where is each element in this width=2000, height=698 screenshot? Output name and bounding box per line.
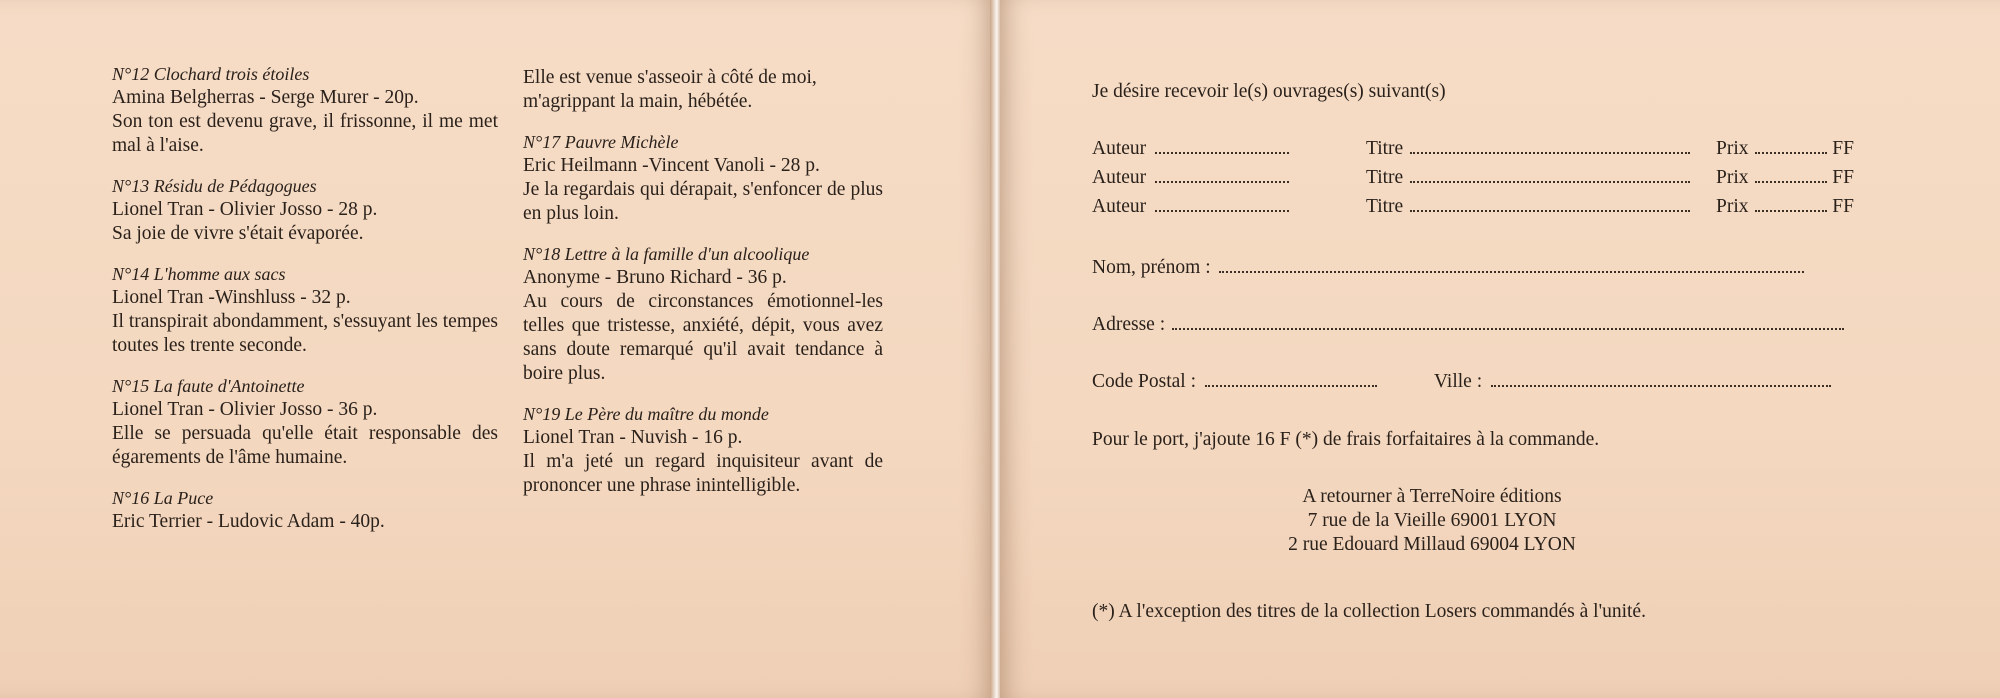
entry-blurb: Au cours de circonstances émotionnel-les telles que tristesse, anxiété, dépit, vous avez sans doute remarqué qu'il avait tendance à boire plus. [523,291,883,384]
entry-authors: Lionel Tran - Olivier Josso - 36 p. [112,399,378,420]
city-field[interactable] [1434,370,1831,394]
entry-title: N°16 La Puce [112,488,214,508]
city-label: Ville : [1434,371,1483,392]
title-blank[interactable] [1410,138,1690,154]
postal-field[interactable] [1092,370,1377,394]
author-blank[interactable] [1155,138,1289,154]
title-label: Titre [1366,196,1404,217]
postal-blank[interactable] [1205,371,1377,387]
name-blank[interactable] [1219,257,1804,273]
entry-authors: Lionel Tran -Winshluss - 32 p. [112,287,351,308]
entry-blurb: Je la regardais qui dérapait, s'enfoncer de plus en plus loin. [523,179,883,224]
return-line: 7 rue de la Vieille 69001 LYON [1307,510,1557,531]
name-label: Nom, prénom : [1092,257,1211,278]
entry-authors: Eric Heilmann -Vincent Vanoli - 28 p. [523,155,820,176]
left-page [0,0,992,698]
order-row[interactable] [1092,166,1289,190]
entry-title: N°14 L'homme aux sacs [112,264,286,284]
price-blank[interactable] [1755,138,1827,154]
return-line: 2 rue Edouard Millaud 69004 LYON [1288,534,1576,555]
entry-title: N°17 Pauvre Michèle [523,132,679,152]
currency-label: FF [1832,167,1854,188]
order-row[interactable] [1092,137,1289,161]
currency-label: FF [1832,138,1854,159]
form-heading: Je désire recevoir le(s) ouvrages(s) suivant(s) [1092,81,1446,102]
address-label: Adresse : [1092,314,1166,335]
entry-blurb: Elle se persuada qu'elle était responsable des égarements de l'âme humaine. [112,423,498,468]
catalog-column-1 [112,62,498,550]
author-blank[interactable] [1155,167,1289,183]
currency-label: FF [1832,196,1854,217]
price-label: Prix [1716,167,1749,188]
order-row-price[interactable] [1716,166,1854,190]
entry-title: N°19 Le Père du maître du monde [523,404,769,424]
catalog-entry [112,62,498,158]
author-label: Auteur [1092,196,1147,217]
order-row-title[interactable] [1366,166,1690,190]
price-label: Prix [1716,138,1749,159]
author-label: Auteur [1092,167,1147,188]
title-blank[interactable] [1410,196,1690,212]
catalog-entry [112,374,498,470]
entry-title: N°18 Lettre à la famille d'un alcoolique [523,244,810,264]
return-address [1092,485,1772,557]
order-row-title[interactable] [1366,195,1690,219]
entry-authors: Amina Belgherras - Serge Murer - 20p. [112,87,419,108]
entry-blurb: Il transpirait abondamment, s'essuyant les tempes toutes les trente seconde. [112,311,498,356]
entry-authors: Anonyme - Bruno Richard - 36 p. [523,267,787,288]
entry-authors: Eric Terrier - Ludovic Adam - 40p. [112,511,385,532]
shipping-note: Pour le port, j'ajoute 16 F (*) de frais forfaitaires à la commande. [1092,429,1600,450]
order-row-price[interactable] [1716,195,1854,219]
city-blank[interactable] [1491,371,1831,387]
catalog-column-2 [523,66,883,514]
name-field[interactable] [1092,256,1804,280]
entry-blurb: Sa joie de vivre s'était évaporée. [112,223,364,244]
author-blank[interactable] [1155,196,1289,212]
catalog-entry [523,242,883,386]
entry-continued-blurb: Elle est venue s'asseoir à côté de moi, m'agrippant la main, hébétée. [523,67,817,112]
price-blank[interactable] [1755,167,1827,183]
catalog-entry [112,262,498,358]
address-field[interactable] [1092,313,1844,337]
catalog-entry [523,130,883,226]
entry-authors: Lionel Tran - Nuvish - 16 p. [523,427,743,448]
title-blank[interactable] [1410,167,1690,183]
entry-title: N°15 La faute d'Antoinette [112,376,305,396]
entry-authors: Lionel Tran - Olivier Josso - 28 p. [112,199,378,220]
author-label: Auteur [1092,138,1147,159]
price-blank[interactable] [1755,196,1827,212]
order-row-price[interactable] [1716,137,1854,161]
return-line: A retourner à TerreNoire éditions [1302,486,1562,507]
title-label: Titre [1366,138,1404,159]
address-blank[interactable] [1172,314,1844,330]
entry-title: N°13 Résidu de Pédagogues [112,176,317,196]
order-form-page [1000,0,2000,698]
entry-title: N°12 Clochard trois étoiles [112,64,310,84]
entry-blurb: Son ton est devenu grave, il frissonne, il me met mal à l'aise. [112,111,498,156]
catalog-entry [523,402,883,498]
catalog-entry [112,486,498,534]
title-label: Titre [1366,167,1404,188]
order-row-title[interactable] [1366,137,1690,161]
order-row[interactable] [1092,195,1289,219]
postal-label: Code Postal : [1092,371,1197,392]
entry-blurb: Il m'a jeté un regard inquisiteur avant de prononcer une phrase inintelligible. [523,451,883,496]
catalog-entry [112,174,498,246]
footnote: (*) A l'exception des titres de la collection Losers commandés à l'unité. [1092,601,1646,622]
price-label: Prix [1716,196,1749,217]
